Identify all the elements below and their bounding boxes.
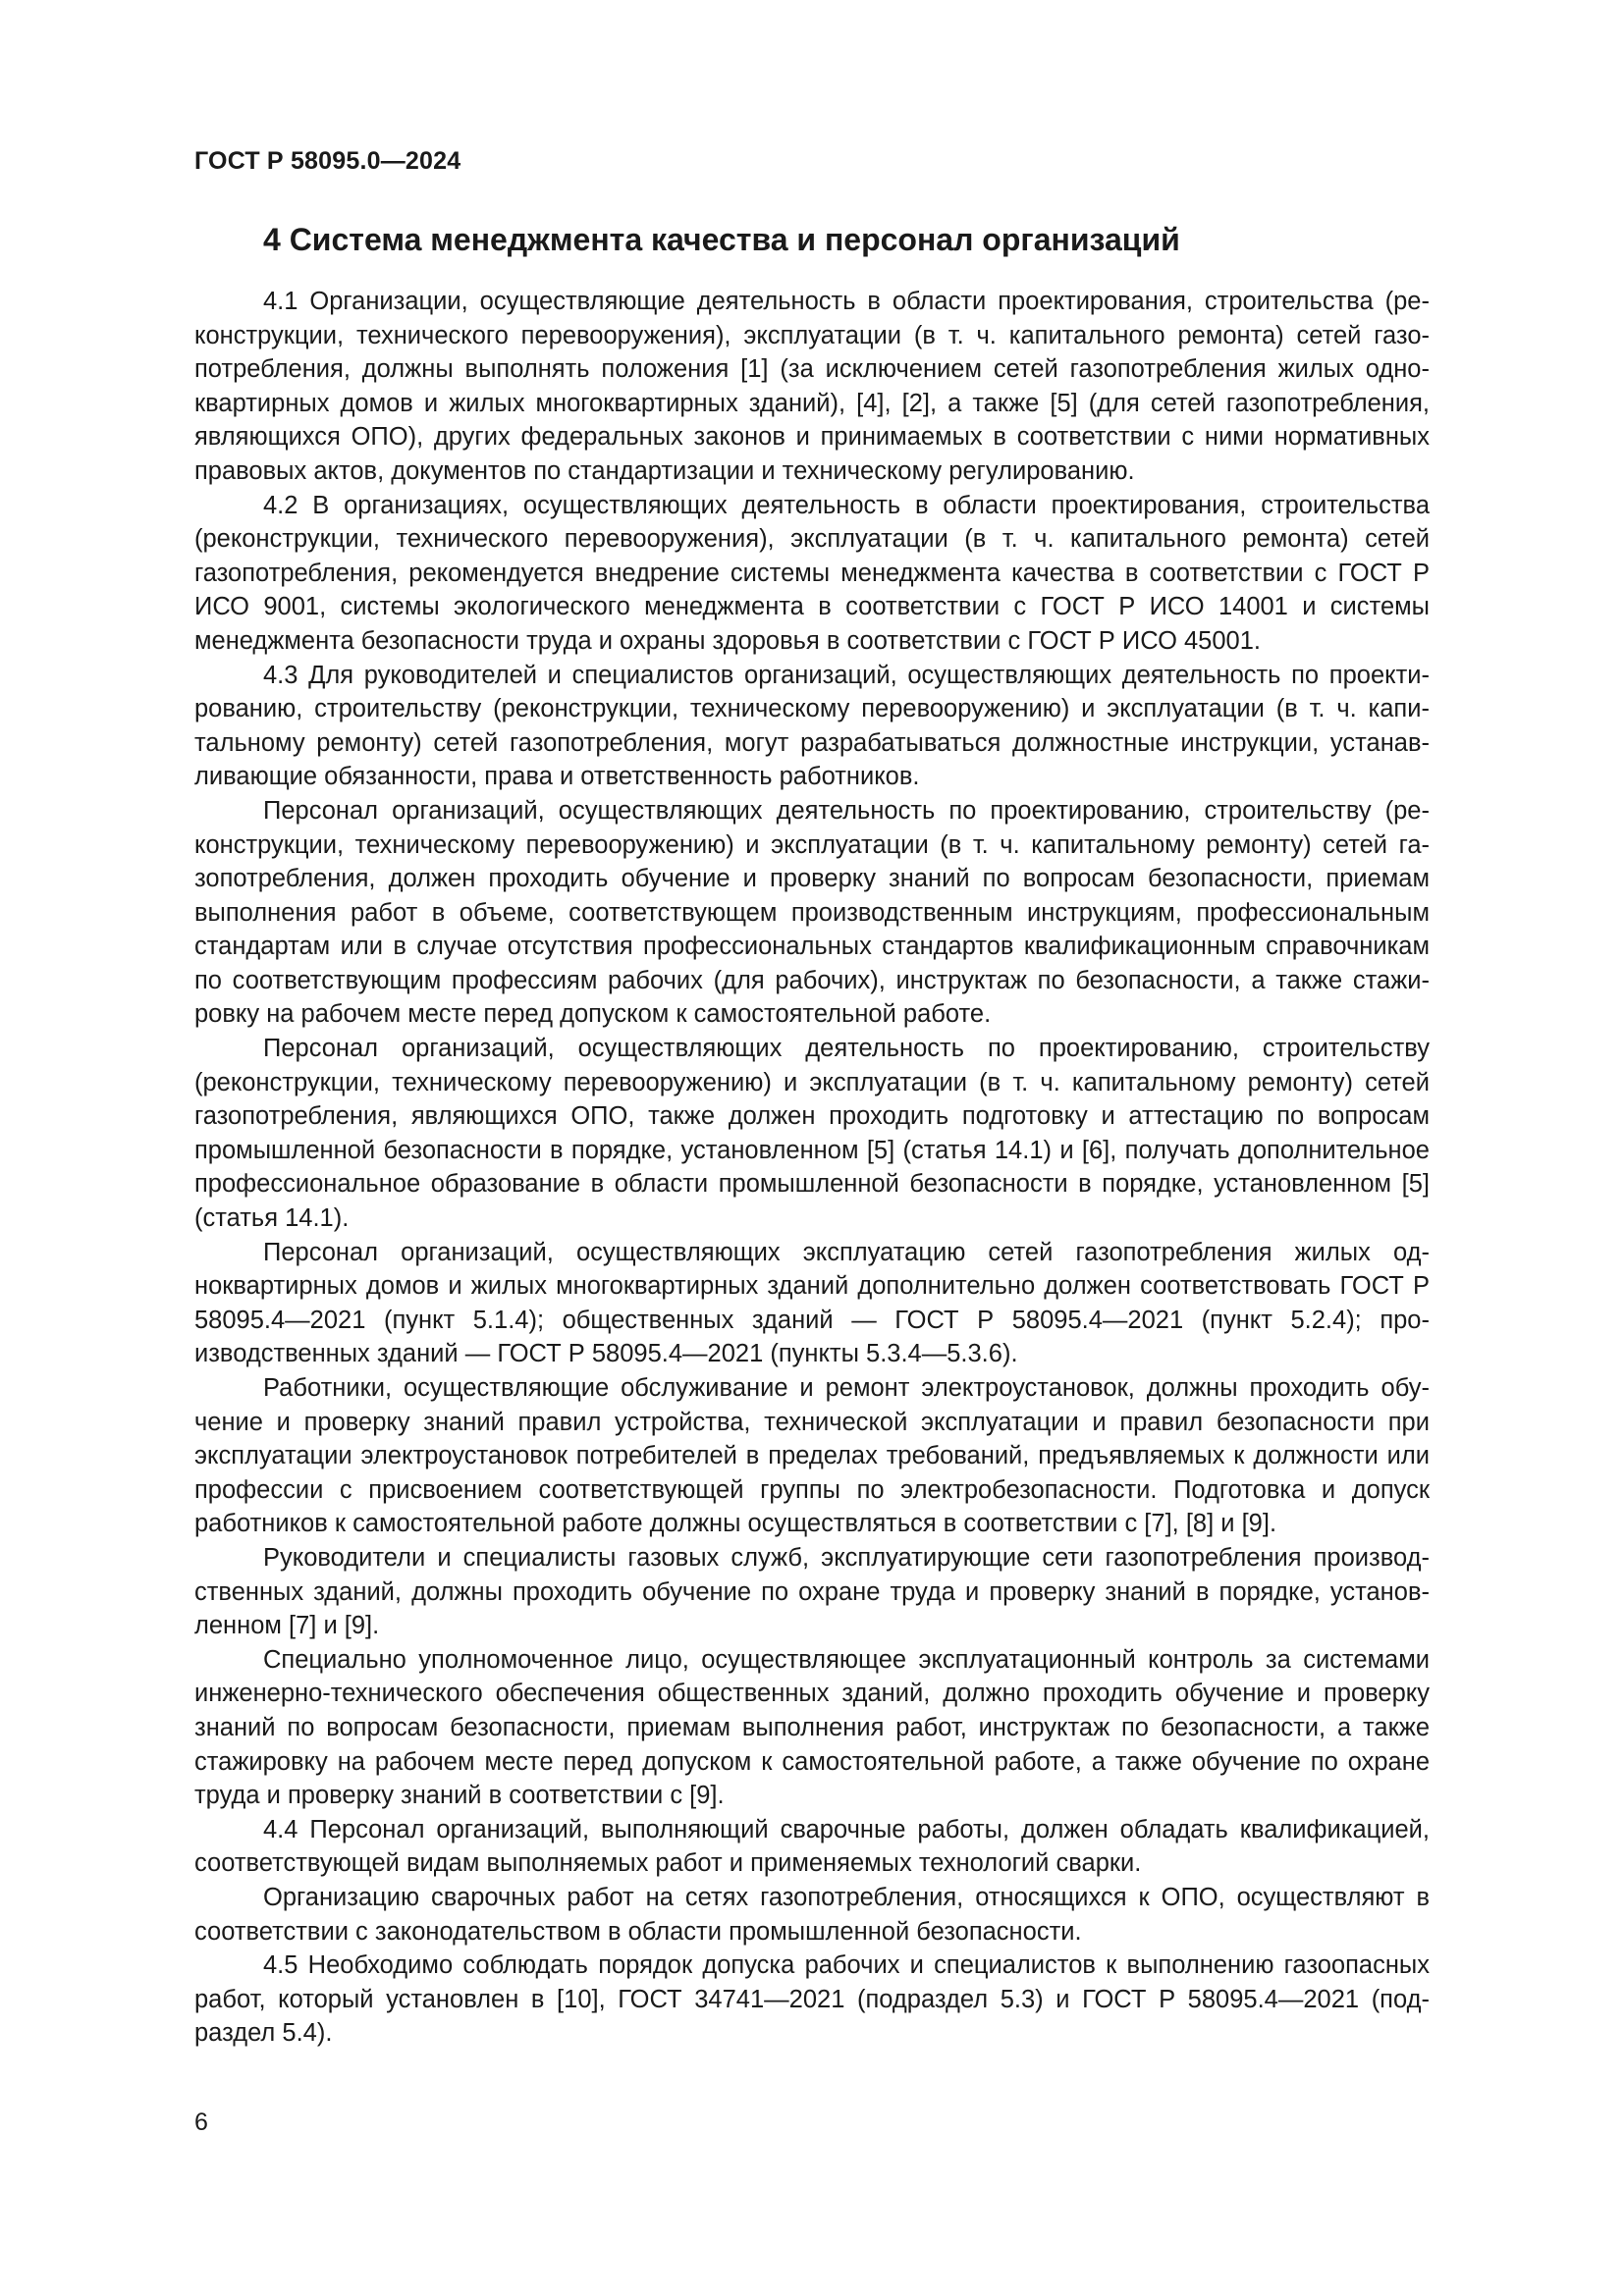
paragraph-4-4: 4.4 Персонал организаций, выполняющий сварочные работы, должен обладать квалификацией, соответствующей видам выполняемых работ и применяемых технологий сварки. (194, 1815, 1430, 1878)
paragraph-personnel-training: Персонал организаций, осуществляющих деятельность по проектированию, строительству (реконструкции, техническому перевооружению) и эксплуатации (в т. ч. капитальному ремонту) сетей газопотребления, должен проходить обучение и проверку знаний по вопросам безопасности, приемам выполнения работ в объеме, соответствующем производственным инструкциям, профессиональным стандартам или в случае отсутствия профессиональных стандартов квалификационным справочникам по соответствующим профессиям рабочих (для рабочих), инструктаж по безопасности, а также стажировку на рабочем месте перед допуском к самостоятельной работе. (194, 796, 1430, 1029)
paragraph-electrical-workers: Работники, осуществляющие обслуживание и ремонт электроустановок, должны проходить обучение и проверку знаний правил устройства, технической эксплуатации и правил безопасности при эксплуатации электроустановок потребителей в пределах требований, предъявляемых к должности или профессии с присвоением соответствующей группы по электробезопасности. Подготовка и допуск работников к самостоятельной работе должны осуществляться в соответствии с [7], [8] и [9]. (194, 1374, 1430, 1538)
paragraph-4-2: 4.2 В организациях, осуществляющих деятельность в области проектирования, строительства (реконструкции, технического перевооружения), эксплуатации (в т. ч. капитального ремонта) сетей газопотребления, рекомендуется внедрение системы менеджмента качества в соответствии с ГОСТ Р ИСО 9001, системы экологического менеджмента в соответствии с ГОСТ Р ИСО 14001 и системы менеджмента безопасности труда и охраны здоровья в соответствии с ГОСТ Р ИСО 45001. (194, 491, 1430, 655)
paragraph-4-5: 4.5 Необходимо соблюдать порядок допуска рабочих и специалистов к выполнению газоопасных работ, который установлен в [10], ГОСТ 34741—2021 (подраздел 5.3) и ГОСТ Р 58095.4—2021 (подраздел 5.4). (194, 1951, 1430, 2048)
paragraph-welding-organization: Организацию сварочных работ на сетях газопотребления, относящихся к ОПО, осуществляют в соответствии с законодательством в области промышленной безопасности. (194, 1883, 1430, 1946)
paragraph-4-3: 4.3 Для руководителей и специалистов организаций, осуществляющих деятельность по проектированию, строительству (реконструкции, техническому перевооружению) и эксплуатации (в т. ч. капитальному ремонту) сетей газопотребления, могут разрабатываться должностные инструкции, устанавливающие обязанности, права и ответственность работников. (194, 661, 1430, 791)
paragraph-4-1: 4.1 Организации, осуществляющие деятельность в области проектирования, строительства (реконструкции, технического перевооружения), эксплуатации (в т. ч. капитального ремонта) сетей газопотребления, должны выполнять положения [1] (за исключением сетей газопотребления жилых одноквартирных домов и жилых многоквартирных зданий), [4], [2], а также [5] (для сетей газопотребления, являющихся ОПО), других федеральных законов и принимаемых в соответствии с ними нормативных правовых актов, документов по стандартизации и техническому регулированию. (194, 288, 1430, 485)
paragraph-gas-service-managers: Руководители и специалисты газовых служб, эксплуатирующие сети газопотребления производственных зданий, должны проходить обучение по охране труда и проверку знаний в порядке, установленном [7] и [9]. (194, 1543, 1430, 1640)
paragraph-authorized-person: Специально уполномоченное лицо, осуществляющее эксплуатационный контроль за системами инженерно-технического обеспечения общественных зданий, должно проходить обучение и проверку знаний по вопросам безопасности, приемам выполнения работ, инструктаж по безопасности, а также стажировку на рабочем месте перед допуском к самостоятельной работе, а также обучение по охране труда и проверку знаний в соответствии с [9]. (194, 1645, 1430, 1810)
document-code-header: ГОСТ Р 58095.0—2024 (194, 147, 461, 175)
section-title: 4 Система менеджмента качества и персонал организаций (263, 222, 1180, 257)
section-body (194, 285, 1430, 2051)
page-number: 6 (194, 2109, 208, 2136)
paragraph-personnel-residential: Персонал организаций, осуществляющих эксплуатацию сетей газопотребления жилых одноквартирных домов и жилых многоквартирных зданий дополнительно должен соответствовать ГОСТ Р 58095.4—2021 (пункт 5.1.4); общественных зданий — ГОСТ Р 58095.4—2021 (пункт 5.2.4); производственных зданий — ГОСТ Р 58095.4—2021 (пункты 5.3.4—5.3.6). (194, 1238, 1430, 1368)
paragraph-personnel-opo: Персонал организаций, осуществляющих деятельность по проектированию, строительству (реконструкции, техническому перевооружению) и эксплуатации (в т. ч. капитальному ремонту) сетей газопотребления, являющихся ОПО, также должен проходить подготовку и аттестацию по вопросам промышленной безопасности в порядке, установленном [5] (статья 14.1) и [6], получать дополнительное профессиональное образование в области промышленной безопасности в порядке, установленном [5] (статья 14.1). (194, 1035, 1430, 1233)
